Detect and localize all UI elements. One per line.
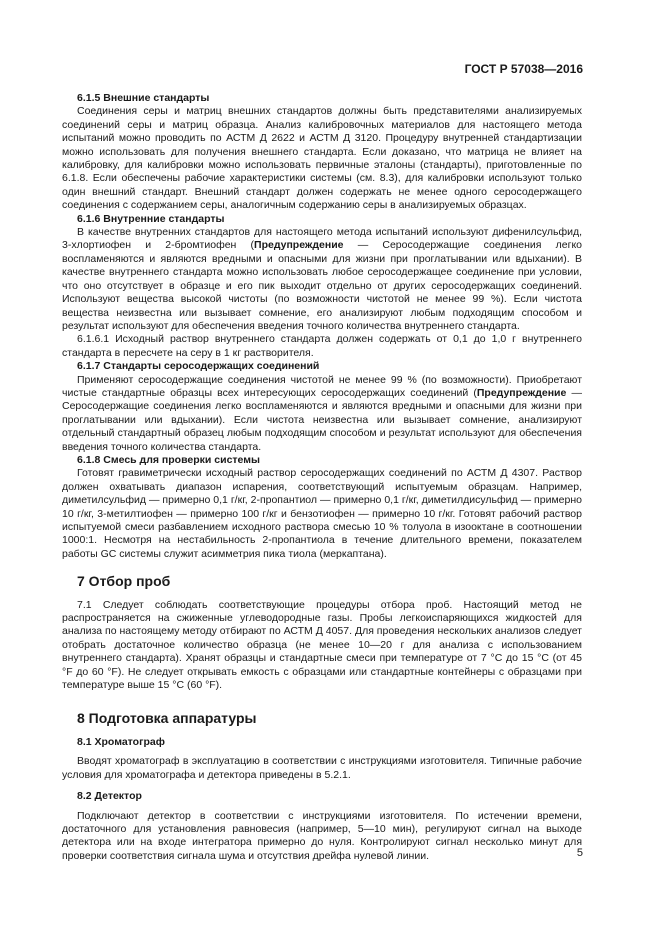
subsection-title-6-1-5: 6.1.5 Внешние стандарты: [77, 92, 210, 104]
paragraph-6-1-8: Готовят гравиметрически исходный раствор серосодержащих соединений по АСТМ Д 4307. Раствор должен охватывать диапазон испарения, соответствующий испытуемым образцам. Например, диметилсульфид — примерно 0,1 г/кг, 2-пропантиол — примерно 0,1 г/кг, диметилдисульфид — примерно 10 г/кг, 3-метилтиофен — примерно 100 г/кг и бензотиофен — примерно 10 г/кг. Готовят рабочий раствор испытуемой смеси разбавлением исходного раствора смесью 10 % толуола в изооктане в соотношении 1000:1. Несмотря на нестабильность 2-пропантиола в течение длительного времени, показателем работы GC системы служит асимметрия пика тиола (меркаптана).: [62, 467, 582, 560]
subsection-title-6-1-6: 6.1.6 Внутренние стандарты: [77, 212, 225, 225]
paragraph-6-1-6-1: 6.1.6.1 Исходный раствор внутреннего стандарта должен содержать от 0,1 до 1,0 г внутреннего стандарта в пересчете на серу в 1 кг растворителя.: [62, 333, 582, 359]
subsection-title-8-1: 8.1 Хроматограф: [77, 735, 165, 748]
paragraph-6-1-5: Соединения серы и матриц внешних стандартов должны быть представителями анализируемых соединений серы и матриц образца. Анализ калибровочных материалов для настоящего метода испытаний можно проводить по АСТМ Д 2622 и АСТМ Д 3120. Процедуру внутренней стандартизации можно использовать для получения внешнего стандарта. Если доказано, что матрица не влияет на калибровку, для калибровки можно использовать первичные эталоны (стандарты), приготовленные по 6.1.8. Если обеспечены рабочие характеристики системы (см. 8.3), для калибровки используют только один внешний стандарт. Внешний стандарт должен содержать не менее одного серосодержащего соединения с содержанием серы, аналогичным содержанию серы в анализируемых образцах.: [62, 105, 582, 212]
paragraph-8-1: Вводят хроматограф в эксплуатацию в соответствии с инструкциями изготовителя. Типичные рабочие условия для хроматографа и детектора приведены в 5.2.1.: [62, 755, 582, 781]
paragraph-7-1: 7.1 Следует соблюдать соответствующие процедуры отбора проб. Настоящий метод не распространяется на сжиженные углеводородные газы. Пробы легкоиспаряющихся жидкостей для анализа по настоящему методу отбирают по АСТМ Д 4057. Для проведения нескольких анализов следует отобрать достаточное количество образца (не менее 10—20 г для анализа с использованием внутреннего стандарта). Хранят образцы и стандартные смеси при температуре от 7 °С до 15 °С (от 45 °F до 60 °F). Не следует открывать емкость с образцами или стандартные контейнеры с образцами при температуре выше 15 °С (60 °F).: [62, 598, 582, 692]
warning-label: Предупреждение: [476, 386, 567, 399]
page-body: [62, 92, 582, 863]
text: В качестве внутренних стандартов для настоящего метода испытаний используют дифенилсульфид, 3-хлортиофен и 2-бромтиофен (: [62, 226, 582, 252]
subsection-title-6-1-8: 6.1.8 Смесь для проверки системы: [77, 453, 260, 466]
paragraph-6-1-6: [62, 226, 582, 333]
text: — Серосодержащие соединения легко воспламеняются и являются вредными и опасными для жизни при проглатывании или вдыхании). Если чистота неизвестна или вызывает сомнение, анализируют отдельный стандартный образец любым подходящим способом и результат используют для обеспечения введения точного количества стандарта.: [62, 386, 582, 453]
text: — Серосодержащие соединения легко воспламеняются и являются вредными и опасными для жизни при проглатывании или вдыхании). В качестве внутреннего стандарта можно использовать любое серосодержащее соединение при условии, что оно отсутствует в образце и его пик выходит отдельно от других серосодержащих соединений. Используют вещества высокой чистоты (по возможности чистотой не менее 99 %). Если чистота вещества неизвестна или вызывает сомнение, его анализируют любым подходящим способом и результат используют для обеспечения введения точного количества внутреннего стандарта.: [62, 239, 582, 332]
paragraph-8-2: Подключают детектор в соответствии с инструкциями изготовителя. По истечении времени, достаточного для установления равновесия (например, 5—10 мин), регулируют сигнал на выходе детектора или на входе интегратора примерно до нуля. Контролируют сигнал несколько минут для проверки соответствия сигнала шума и отсутствия дрейфа нулевой линии.: [62, 809, 582, 862]
page-number: 5: [576, 847, 583, 859]
text: Применяют серосодержащие соединения чистотой не менее 99 % (по возможности). Приобретают чистые стандартные образцы всех интересующих серосодержащих соединений (: [62, 373, 582, 399]
document-code: ГОСТ Р 57038—2016: [464, 62, 583, 76]
subsection-title-8-2: 8.2 Детектор: [77, 790, 142, 803]
subsection-title-6-1-7: 6.1.7 Стандарты серосодержащих соединений: [77, 360, 320, 373]
section-title-7: 7 Отбор проб: [77, 573, 171, 590]
paragraph-6-1-7: [62, 374, 582, 454]
section-title-8: 8 Подготовка аппаратуры: [77, 710, 257, 727]
warning-label: Предупреждение: [254, 239, 344, 252]
